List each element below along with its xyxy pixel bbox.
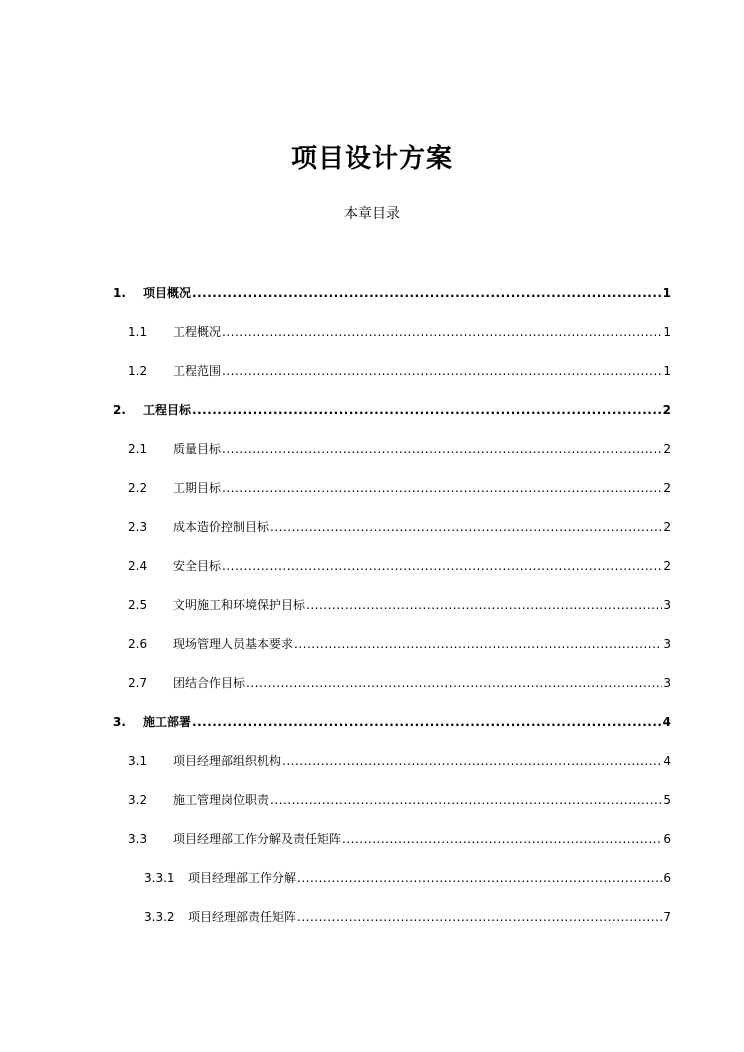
- toc-entry-page-number: 1: [663, 364, 671, 378]
- toc-dot-leader: [192, 283, 662, 303]
- toc-entry-page-number: 5: [663, 793, 671, 807]
- toc-entry-number: 3.3.2: [144, 910, 175, 924]
- toc-entry-page-number: 2: [663, 559, 671, 573]
- toc-entry-number: 2.4: [128, 559, 148, 573]
- toc-entry-page-number: 1: [662, 286, 671, 300]
- toc-entry-title: 项目经理部工作分解: [188, 871, 297, 885]
- toc-entry-number: 1.1: [128, 325, 148, 339]
- toc-entry-number: 1.2: [128, 364, 148, 378]
- toc-entry[interactable]: [128, 751, 671, 771]
- toc-dot-leader: [342, 829, 662, 849]
- toc-entry[interactable]: [128, 517, 671, 537]
- toc-entry-number: 3.1: [128, 754, 148, 768]
- toc-entry-title: 项目经理部工作分解及责任矩阵: [173, 832, 342, 846]
- toc-dot-leader: [222, 478, 662, 498]
- toc-entry[interactable]: [128, 322, 671, 342]
- toc-entry-number: 1.: [113, 286, 126, 300]
- toc-dot-leader: [297, 907, 662, 927]
- toc-entry[interactable]: [128, 829, 671, 849]
- toc-entry[interactable]: [128, 556, 671, 576]
- toc-entry-page-number: 6: [663, 871, 671, 885]
- toc-entry[interactable]: [144, 907, 671, 927]
- toc-entry-page-number: 1: [663, 325, 671, 339]
- toc-entry-page-number: 2: [662, 403, 671, 417]
- toc-entry[interactable]: [128, 439, 671, 459]
- toc-entry-title: 成本造价控制目标: [173, 520, 270, 534]
- toc-dot-leader: [222, 439, 662, 459]
- toc-dot-leader: [270, 517, 662, 537]
- toc-entry[interactable]: [128, 673, 671, 693]
- toc-entry-number: 2.: [113, 403, 126, 417]
- toc-dot-leader: [282, 751, 662, 771]
- document-title: 项目设计方案: [290, 144, 453, 174]
- toc-entry-number: 3.3: [128, 832, 148, 846]
- toc-dot-leader: [192, 400, 662, 420]
- toc-entry-page-number: 3: [663, 637, 671, 651]
- toc-entry[interactable]: [128, 790, 671, 810]
- toc-entry-page-number: 3: [663, 598, 671, 612]
- toc-entry-page-number: 3: [663, 676, 671, 690]
- toc-entry[interactable]: [113, 400, 671, 420]
- toc-dot-leader: [222, 556, 662, 576]
- toc-entry-title: 质量目标: [173, 442, 222, 456]
- toc-dot-leader: [297, 868, 662, 888]
- toc-entry[interactable]: [128, 595, 671, 615]
- toc-entry-title: 工程范围: [173, 364, 222, 378]
- toc-entry-title: 工程目标: [143, 403, 192, 417]
- toc-dot-leader: [294, 634, 662, 654]
- toc-entry[interactable]: [113, 712, 671, 732]
- toc-entry-page-number: 2: [663, 520, 671, 534]
- toc-entry-title: 工程概况: [173, 325, 222, 339]
- toc-entry-title: 项目经理部组织机构: [173, 754, 282, 768]
- toc-entry-title: 文明施工和环境保护目标: [173, 598, 306, 612]
- toc-entry-number: 2.6: [128, 637, 148, 651]
- toc-entry-title: 安全目标: [173, 559, 222, 573]
- toc-entry-number: 2.7: [128, 676, 148, 690]
- toc-entry-number: 2.3: [128, 520, 148, 534]
- toc-heading: 本章目录: [344, 206, 400, 222]
- toc-entry[interactable]: [144, 868, 671, 888]
- toc-entry-number: 3.: [113, 715, 126, 729]
- toc-dot-leader: [306, 595, 662, 615]
- toc-entry-title: 团结合作目标: [173, 676, 246, 690]
- toc-entry-title: 施工管理岗位职责: [173, 793, 270, 807]
- toc-entry-number: 3.3.1: [144, 871, 175, 885]
- toc-entry-page-number: 6: [663, 832, 671, 846]
- toc-entry-title: 项目经理部责任矩阵: [188, 910, 297, 924]
- toc-entry-page-number: 4: [662, 715, 671, 729]
- toc-entry[interactable]: [113, 283, 671, 303]
- toc-entry-number: 2.5: [128, 598, 148, 612]
- toc-entry-title: 工期目标: [173, 481, 222, 495]
- toc-entry-page-number: 4: [663, 754, 671, 768]
- toc-entry-number: 3.2: [128, 793, 148, 807]
- toc-entry-number: 2.2: [128, 481, 148, 495]
- toc-entry[interactable]: [128, 634, 671, 654]
- toc-dot-leader: [246, 673, 662, 693]
- toc-entry-title: 施工部署: [143, 715, 192, 729]
- toc-entry-title: 项目概况: [143, 286, 192, 300]
- toc-entry-page-number: 2: [663, 481, 671, 495]
- toc-entry-title: 现场管理人员基本要求: [173, 637, 294, 651]
- toc-entry-number: 2.1: [128, 442, 148, 456]
- toc-dot-leader: [222, 322, 662, 342]
- toc-entry[interactable]: [128, 361, 671, 381]
- toc-dot-leader: [222, 361, 662, 381]
- toc-dot-leader: [270, 790, 662, 810]
- toc-entry-page-number: 2: [663, 442, 671, 456]
- toc-entry[interactable]: [128, 478, 671, 498]
- toc-entry-page-number: 7: [663, 910, 671, 924]
- toc-dot-leader: [192, 712, 662, 732]
